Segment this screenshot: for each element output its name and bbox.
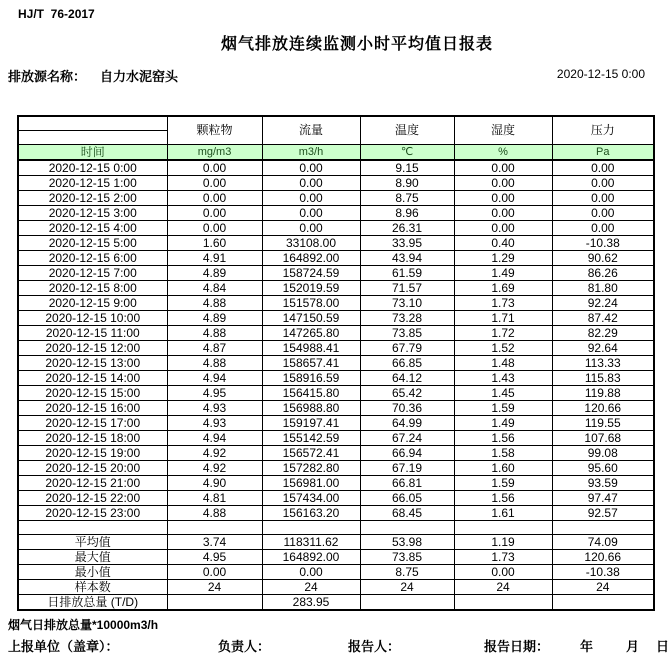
data-row bbox=[18, 160, 654, 176]
time-cell: 2020-12-15 22:00 bbox=[18, 491, 167, 506]
value-cell: 158657.41 bbox=[262, 356, 360, 371]
value-cell: 67.24 bbox=[360, 431, 454, 446]
value-cell bbox=[552, 521, 654, 535]
summary-row bbox=[18, 565, 654, 580]
value-cell: 119.88 bbox=[552, 386, 654, 401]
time-cell: 2020-12-15 5:00 bbox=[18, 236, 167, 251]
value-cell: 64.99 bbox=[360, 416, 454, 431]
manager-label: 负责人： bbox=[218, 639, 271, 654]
source-name-value: 自力水泥窑头 bbox=[100, 69, 179, 84]
value-cell: 156981.00 bbox=[262, 476, 360, 491]
value-cell: 0.00 bbox=[167, 565, 262, 580]
summary-row bbox=[18, 580, 654, 595]
value-cell: 4.95 bbox=[167, 386, 262, 401]
time-cell: 2020-12-15 19:00 bbox=[18, 446, 167, 461]
value-cell: 68.45 bbox=[360, 506, 454, 521]
spacer-row bbox=[18, 521, 654, 535]
data-row bbox=[18, 206, 654, 221]
value-cell: 24 bbox=[262, 580, 360, 595]
time-cell: 2020-12-15 3:00 bbox=[18, 206, 167, 221]
value-cell: 0.00 bbox=[167, 221, 262, 236]
summary-label: 日排放总量 (T/D) bbox=[18, 595, 167, 611]
data-row bbox=[18, 416, 654, 431]
value-cell bbox=[167, 595, 262, 611]
note-total-emission: 烟气日排放总量*10000m3/h bbox=[8, 618, 159, 632]
value-cell: 151578.00 bbox=[262, 296, 360, 311]
value-cell: 24 bbox=[454, 580, 552, 595]
value-cell: 158724.59 bbox=[262, 266, 360, 281]
spacer-cell bbox=[18, 521, 167, 535]
value-cell: 0.00 bbox=[454, 176, 552, 191]
value-cell: 0.00 bbox=[454, 191, 552, 206]
value-cell: 164892.00 bbox=[262, 251, 360, 266]
reporter-label: 报告人： bbox=[348, 639, 401, 654]
time-cell: 2020-12-15 8:00 bbox=[18, 281, 167, 296]
value-cell: 1.56 bbox=[454, 491, 552, 506]
time-cell: 2020-12-15 10:00 bbox=[18, 311, 167, 326]
value-cell: 1.73 bbox=[454, 550, 552, 565]
value-cell: 1.45 bbox=[454, 386, 552, 401]
data-row bbox=[18, 326, 654, 341]
report-date-label: 报告日期： bbox=[484, 639, 550, 654]
unit-cell: m3/h bbox=[262, 145, 360, 161]
column-header: 温度 bbox=[360, 116, 454, 145]
summary-row bbox=[18, 535, 654, 550]
time-cell: 2020-12-15 11:00 bbox=[18, 326, 167, 341]
value-cell: 0.00 bbox=[262, 176, 360, 191]
value-cell: 0.00 bbox=[262, 160, 360, 176]
value-cell: 0.00 bbox=[167, 160, 262, 176]
time-cell: 2020-12-15 14:00 bbox=[18, 371, 167, 386]
value-cell: 4.81 bbox=[167, 491, 262, 506]
value-cell: 33108.00 bbox=[262, 236, 360, 251]
monitoring-table bbox=[17, 115, 655, 611]
unit-cell: Pa bbox=[552, 145, 654, 161]
standard-number: HJ/T 76-2017 bbox=[18, 7, 95, 21]
data-row bbox=[18, 311, 654, 326]
value-cell: 24 bbox=[360, 580, 454, 595]
value-cell: 0.00 bbox=[262, 206, 360, 221]
signature-line bbox=[0, 636, 672, 652]
summary-row bbox=[18, 595, 654, 611]
value-cell: 1.56 bbox=[454, 431, 552, 446]
value-cell: 24 bbox=[167, 580, 262, 595]
value-cell: 1.49 bbox=[454, 416, 552, 431]
data-row bbox=[18, 296, 654, 311]
value-cell: 43.94 bbox=[360, 251, 454, 266]
column-header: 压力 bbox=[552, 116, 654, 145]
value-cell: 0.00 bbox=[552, 176, 654, 191]
column-header: 颗粒物 bbox=[167, 116, 262, 145]
value-cell: 1.49 bbox=[454, 266, 552, 281]
value-cell: 73.10 bbox=[360, 296, 454, 311]
value-cell: 113.33 bbox=[552, 356, 654, 371]
value-cell: 4.89 bbox=[167, 311, 262, 326]
value-cell: 4.91 bbox=[167, 251, 262, 266]
data-row bbox=[18, 221, 654, 236]
value-cell: 4.90 bbox=[167, 476, 262, 491]
value-cell: 4.89 bbox=[167, 266, 262, 281]
summary-label: 最小值 bbox=[18, 565, 167, 580]
value-cell: 4.84 bbox=[167, 281, 262, 296]
value-cell bbox=[167, 521, 262, 535]
value-cell: 8.90 bbox=[360, 176, 454, 191]
value-cell: 154988.41 bbox=[262, 341, 360, 356]
column-header: 湿度 bbox=[454, 116, 552, 145]
value-cell: 0.00 bbox=[262, 221, 360, 236]
value-cell: 4.93 bbox=[167, 401, 262, 416]
value-cell: 4.93 bbox=[167, 416, 262, 431]
value-cell: 0.00 bbox=[167, 191, 262, 206]
value-cell: 157282.80 bbox=[262, 461, 360, 476]
value-cell: 1.58 bbox=[454, 446, 552, 461]
value-cell: 0.00 bbox=[167, 206, 262, 221]
value-cell: 71.57 bbox=[360, 281, 454, 296]
data-row bbox=[18, 461, 654, 476]
value-cell: 164892.00 bbox=[262, 550, 360, 565]
value-cell: -10.38 bbox=[552, 236, 654, 251]
value-cell: 86.26 bbox=[552, 266, 654, 281]
value-cell: 1.71 bbox=[454, 311, 552, 326]
value-cell: 107.68 bbox=[552, 431, 654, 446]
value-cell: 66.85 bbox=[360, 356, 454, 371]
value-cell: 4.88 bbox=[167, 356, 262, 371]
data-row bbox=[18, 341, 654, 356]
value-cell: 24 bbox=[552, 580, 654, 595]
value-cell: 115.83 bbox=[552, 371, 654, 386]
value-cell bbox=[262, 521, 360, 535]
units-row bbox=[18, 145, 654, 161]
time-cell: 2020-12-15 13:00 bbox=[18, 356, 167, 371]
value-cell: 0.00 bbox=[552, 206, 654, 221]
data-row bbox=[18, 431, 654, 446]
time-cell: 2020-12-15 12:00 bbox=[18, 341, 167, 356]
value-cell: 61.59 bbox=[360, 266, 454, 281]
data-row bbox=[18, 446, 654, 461]
value-cell: 159197.41 bbox=[262, 416, 360, 431]
time-cell: 2020-12-15 15:00 bbox=[18, 386, 167, 401]
time-cell: 2020-12-15 23:00 bbox=[18, 506, 167, 521]
value-cell: 119.55 bbox=[552, 416, 654, 431]
corner-cell bbox=[18, 116, 167, 145]
data-row bbox=[18, 191, 654, 206]
value-cell: 65.42 bbox=[360, 386, 454, 401]
value-cell: 73.28 bbox=[360, 311, 454, 326]
data-row bbox=[18, 371, 654, 386]
value-cell: 118311.62 bbox=[262, 535, 360, 550]
page-title: 烟气排放连续监测小时平均值日报表 bbox=[220, 36, 493, 53]
day-label: 日 bbox=[656, 639, 670, 654]
data-row bbox=[18, 401, 654, 416]
data-row bbox=[18, 281, 654, 296]
value-cell bbox=[454, 521, 552, 535]
time-cell: 2020-12-15 17:00 bbox=[18, 416, 167, 431]
time-cell: 2020-12-15 18:00 bbox=[18, 431, 167, 446]
value-cell bbox=[360, 595, 454, 611]
value-cell: 8.75 bbox=[360, 191, 454, 206]
time-cell: 2020-12-15 21:00 bbox=[18, 476, 167, 491]
source-info-line bbox=[0, 66, 672, 82]
value-cell: 1.48 bbox=[454, 356, 552, 371]
summary-label: 平均值 bbox=[18, 535, 167, 550]
reporting-unit-label: 上报单位（盖章）： bbox=[8, 639, 119, 654]
value-cell: 67.79 bbox=[360, 341, 454, 356]
value-cell: 0.00 bbox=[454, 565, 552, 580]
data-row bbox=[18, 176, 654, 191]
data-row bbox=[18, 386, 654, 401]
time-cell: 2020-12-15 7:00 bbox=[18, 266, 167, 281]
summary-row bbox=[18, 550, 654, 565]
value-cell: 4.87 bbox=[167, 341, 262, 356]
value-cell: 152019.59 bbox=[262, 281, 360, 296]
value-cell: 1.59 bbox=[454, 476, 552, 491]
value-cell: 1.59 bbox=[454, 401, 552, 416]
value-cell: 1.61 bbox=[454, 506, 552, 521]
value-cell: 0.00 bbox=[454, 221, 552, 236]
time-cell: 2020-12-15 20:00 bbox=[18, 461, 167, 476]
value-cell: 73.85 bbox=[360, 326, 454, 341]
value-cell: 8.96 bbox=[360, 206, 454, 221]
value-cell: 8.75 bbox=[360, 565, 454, 580]
value-cell: 0.00 bbox=[454, 160, 552, 176]
value-cell bbox=[360, 521, 454, 535]
value-cell: 0.40 bbox=[454, 236, 552, 251]
time-cell: 2020-12-15 9:00 bbox=[18, 296, 167, 311]
value-cell: 64.12 bbox=[360, 371, 454, 386]
value-cell: 156988.80 bbox=[262, 401, 360, 416]
year-label: 年 bbox=[580, 639, 594, 654]
value-cell: 4.94 bbox=[167, 371, 262, 386]
value-cell: 1.52 bbox=[454, 341, 552, 356]
unit-cell: % bbox=[454, 145, 552, 161]
value-cell: 66.94 bbox=[360, 446, 454, 461]
value-cell: 0.00 bbox=[167, 176, 262, 191]
value-cell: 1.19 bbox=[454, 535, 552, 550]
value-cell: 0.00 bbox=[262, 191, 360, 206]
value-cell: 92.64 bbox=[552, 341, 654, 356]
corner-cell-top bbox=[19, 117, 167, 131]
source-name-label: 排放源名称： bbox=[8, 69, 87, 84]
value-cell: 9.15 bbox=[360, 160, 454, 176]
table-header-row bbox=[18, 116, 654, 145]
value-cell: 156163.20 bbox=[262, 506, 360, 521]
value-cell: 87.42 bbox=[552, 311, 654, 326]
time-cell: 2020-12-15 16:00 bbox=[18, 401, 167, 416]
value-cell: 1.29 bbox=[454, 251, 552, 266]
value-cell: 158916.59 bbox=[262, 371, 360, 386]
value-cell: 1.60 bbox=[454, 461, 552, 476]
value-cell: 93.59 bbox=[552, 476, 654, 491]
summary-label: 最大值 bbox=[18, 550, 167, 565]
value-cell: 4.92 bbox=[167, 461, 262, 476]
value-cell: 283.95 bbox=[262, 595, 360, 611]
value-cell: 0.00 bbox=[552, 160, 654, 176]
value-cell: 97.47 bbox=[552, 491, 654, 506]
value-cell: 70.36 bbox=[360, 401, 454, 416]
data-row bbox=[18, 491, 654, 506]
corner-cell-bottom bbox=[19, 131, 167, 144]
value-cell: 53.98 bbox=[360, 535, 454, 550]
value-cell: 147150.59 bbox=[262, 311, 360, 326]
value-cell: 4.92 bbox=[167, 446, 262, 461]
value-cell: 0.00 bbox=[552, 191, 654, 206]
value-cell: 0.00 bbox=[552, 221, 654, 236]
value-cell: 66.05 bbox=[360, 491, 454, 506]
value-cell: 156415.80 bbox=[262, 386, 360, 401]
value-cell: 90.62 bbox=[552, 251, 654, 266]
time-cell: 2020-12-15 6:00 bbox=[18, 251, 167, 266]
value-cell: 99.08 bbox=[552, 446, 654, 461]
value-cell: 120.66 bbox=[552, 401, 654, 416]
value-cell: 4.88 bbox=[167, 326, 262, 341]
data-row bbox=[18, 236, 654, 251]
value-cell: 4.88 bbox=[167, 296, 262, 311]
value-cell: 82.29 bbox=[552, 326, 654, 341]
value-cell: 1.60 bbox=[167, 236, 262, 251]
report-datetime: 2020-12-15 0:00 bbox=[556, 67, 645, 81]
time-cell: 2020-12-15 4:00 bbox=[18, 221, 167, 236]
data-row bbox=[18, 266, 654, 281]
value-cell: 81.80 bbox=[552, 281, 654, 296]
value-cell: 157434.00 bbox=[262, 491, 360, 506]
value-cell: -10.38 bbox=[552, 565, 654, 580]
data-row bbox=[18, 251, 654, 266]
time-cell: 2020-12-15 0:00 bbox=[18, 160, 167, 176]
time-cell: 2020-12-15 1:00 bbox=[18, 176, 167, 191]
value-cell: 155142.59 bbox=[262, 431, 360, 446]
month-label: 月 bbox=[626, 639, 640, 654]
unit-cell: mg/m3 bbox=[167, 145, 262, 161]
data-row bbox=[18, 506, 654, 521]
value-cell: 120.66 bbox=[552, 550, 654, 565]
value-cell: 0.00 bbox=[454, 206, 552, 221]
value-cell: 147265.80 bbox=[262, 326, 360, 341]
time-header: 时间 bbox=[18, 145, 167, 161]
value-cell: 95.60 bbox=[552, 461, 654, 476]
value-cell: 1.72 bbox=[454, 326, 552, 341]
value-cell: 67.19 bbox=[360, 461, 454, 476]
summary-label: 样本数 bbox=[18, 580, 167, 595]
time-cell: 2020-12-15 2:00 bbox=[18, 191, 167, 206]
value-cell: 26.31 bbox=[360, 221, 454, 236]
value-cell: 4.88 bbox=[167, 506, 262, 521]
value-cell: 4.95 bbox=[167, 550, 262, 565]
value-cell: 1.43 bbox=[454, 371, 552, 386]
value-cell: 1.69 bbox=[454, 281, 552, 296]
data-row bbox=[18, 356, 654, 371]
value-cell: 74.09 bbox=[552, 535, 654, 550]
value-cell: 92.57 bbox=[552, 506, 654, 521]
value-cell: 156572.41 bbox=[262, 446, 360, 461]
value-cell: 73.85 bbox=[360, 550, 454, 565]
value-cell: 3.74 bbox=[167, 535, 262, 550]
data-row bbox=[18, 476, 654, 491]
unit-cell: ℃ bbox=[360, 145, 454, 161]
value-cell: 92.24 bbox=[552, 296, 654, 311]
value-cell: 33.95 bbox=[360, 236, 454, 251]
value-cell bbox=[454, 595, 552, 611]
value-cell: 0.00 bbox=[262, 565, 360, 580]
value-cell: 66.81 bbox=[360, 476, 454, 491]
value-cell: 4.94 bbox=[167, 431, 262, 446]
column-header: 流量 bbox=[262, 116, 360, 145]
value-cell bbox=[552, 595, 654, 611]
value-cell: 1.73 bbox=[454, 296, 552, 311]
